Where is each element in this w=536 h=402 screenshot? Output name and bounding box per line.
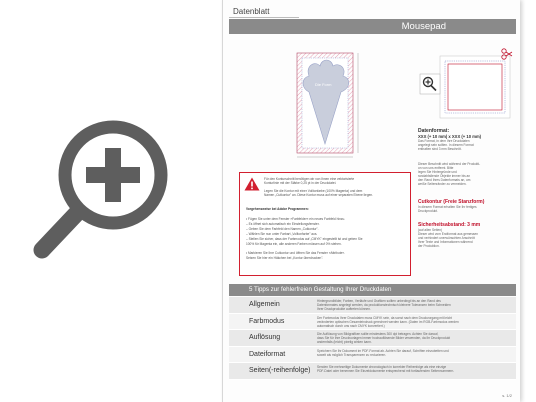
warning-triangle-icon	[244, 177, 260, 191]
spec-safety-margin-title: Sicherheitsabstand: 3 mm	[418, 222, 481, 228]
spec-panel	[418, 42, 516, 262]
tip-label: Dateiformat	[249, 350, 286, 358]
sheet-header	[229, 6, 516, 36]
cut-contour-drawing	[279, 50, 405, 162]
spec-bleed: Dieser Beschnitt wird während der Produkti- on von uns entfernt. Bitte legen Sie Hintergründe und randabfallende Objekte immer bis an den Rand Ihres Datenformats an, um weiße Seitenränder zu vermeiden.	[418, 162, 481, 186]
tips-heading: 5 Tipps zur fehlerfreien Gestaltung Ihrer Druckdaten	[229, 284, 516, 296]
tip-row	[229, 297, 516, 314]
tip-label: Seiten(-reihenfolge)	[249, 367, 311, 374]
cut-contour-warning-box: Für den Konturschnitt benötigen wir von Ihnen eine vektorisierte Konturlinie mit der Stärke 0,25 pt in der Druckdatei. Legen Sie die Kontur mit einer Volltonfarbe (100% Magenta) und dem Namen „Cutkontur" an. Diese Kontur muss auf einer separaten Ebene liegen. Vorgehensweise bei Adobe Programmen: • Fügen Sie unter dem Fenster »Farbfelder« ein neues Farbfeld hinzu. – Es öffnet sich automatisch ein Einstellungsfenster. – Geben Sie dem Farbfeld den Namen „Cutkontur". – Wählen Sie nun unter Farbart „Volltonfarbe" aus. – Stellen Sie sicher, dass der Farbmodus auf „CMYK" eingestellt ist und geben Sie 100% für Magenta ein, alle anderen Farben müssen auf 0% stehen. • Markieren Sie Ihre Cutkontur und öffnen Sie das Fenster »Attribute«. Setzen Sie hier ein Häkchen bei „Kontur überdrucken".	[239, 172, 411, 276]
tip-row	[229, 347, 516, 364]
tip-text: Senden Sie mehrseitige Dokumente chronologisch in korrekter Reihenfolge als eine einzige PDF-Datei oder benennen Sie Einzeldokumente entsprechend mit fortlaufenden Seitennummern.	[317, 365, 455, 373]
tip-row	[229, 330, 516, 347]
tip-text: Hintergrundbilder, Farben, Verläufe und Grafiken sollten unbedingt bis an den Rand des Datenformates angelegt werden, da produktionstechnisch kleinere Toleranzen beim Schneiden Ihrer Druckprodukte auftreten können.	[317, 299, 451, 311]
shape-label: Die Form	[315, 82, 332, 87]
tip-text: Die Auflösung von Bildgrafiken sollte mindestens 300 dpi betragen. Achten Sie darauf, dass Sie für Ihre Druckvorlagen immer hochauflösende Bilder verwenden, da Ihr Druckprodukt andernfalls (leicht) pixelig wirken kann.	[317, 332, 451, 344]
spec-safety-margin: Sicherheitsabstand: 3 mm (auf allen Seiten) Dieser wird vom Endformat aus gemessen und verhindert unerwünschten Anschnitt Ihrer Texte und Informationen während der Produktion.	[418, 222, 514, 248]
spec-format-title: Datenformat:	[418, 128, 450, 134]
tips-table	[229, 297, 516, 380]
spec-format: Datenformat: XXX (+ 10 mm) x XXX (+ 10 mm) Das Format, in dem Ihre Druckdaten angelegt sein sollten. In diesem Format enthalten sind 3 mm Beschnitt.	[418, 128, 514, 151]
spec-cut-contour: Cutkontur (Freie Stanzform) In diesem Format erhalten Sie Ihr fertiges Druckprodukt.	[418, 199, 514, 213]
spec-cut-contour-title: Cutkontur (Freie Stanzform)	[418, 199, 485, 205]
sheet-label: Datenblatt	[229, 6, 299, 18]
product-title: Mousepad	[229, 19, 516, 34]
tip-row	[229, 363, 516, 380]
tip-text: Der Farbmodus Ihrer Druckdaten muss CMYK sein, da sonst nach dem Druckvorgang mit leicht veränderten optischen Gesamteindruck gerechnet werden kann. (Daten im RGB-Farbmodus werden automatisch durch uns nach CMYK konvertiert.)	[317, 315, 459, 328]
tip-label: Farbmodus	[249, 317, 285, 325]
zoom-in-magnifier-icon[interactable]	[28, 112, 178, 264]
tip-text: Speichern Sie Ihr Dokument im PDF-Format ab. Achten Sie darauf, Schriften einzubetten und soweit als möglich Transparenzen zu reduzieren.	[317, 348, 449, 357]
format-figure	[418, 42, 514, 122]
page-number: s. 1/2	[502, 393, 512, 398]
datasheet-page	[222, 0, 520, 402]
tip-row	[229, 314, 516, 331]
tip-label: Auflösung	[249, 334, 281, 341]
tip-label: Allgemein	[249, 301, 280, 308]
